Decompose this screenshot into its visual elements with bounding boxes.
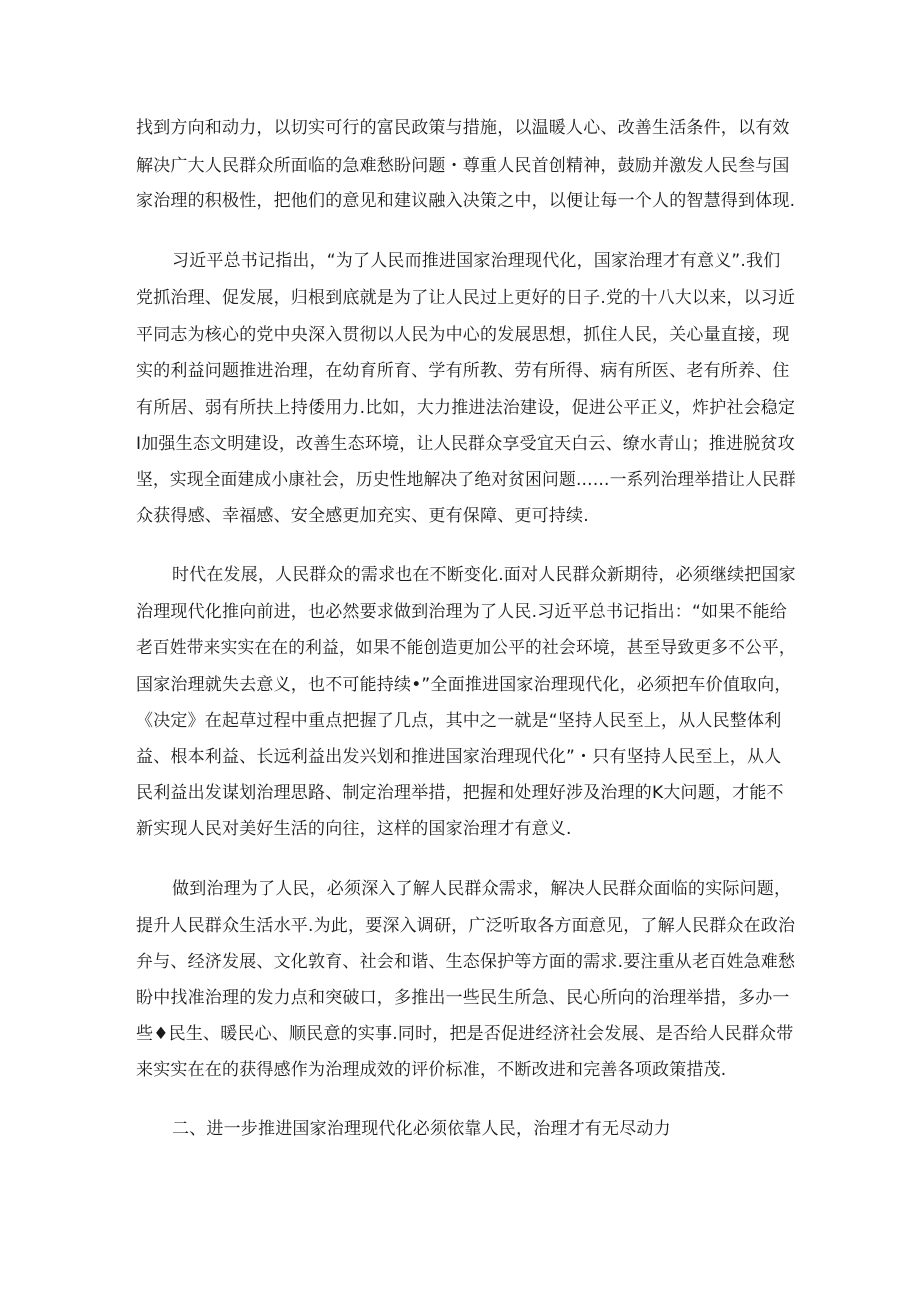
text-line: 提升人民群众生活水平.为此，要深入调研，广泛听取各方面意见，了解人民群众在政治	[136, 916, 796, 936]
text-line: 新实现人民对美好生活的向往，这样的国家治理才有意义.	[136, 819, 572, 839]
text-line: 坚，实现全面建成小康社会，历史性地解决了绝对贫困问题……一系列治理举措让人民群	[136, 470, 796, 490]
text-line: 盼中找准治理的发力点和突破口，多推出一些民生所急、民心所向的治理举措，多办一	[136, 988, 790, 1008]
text-line: 民利益出发谋划治理思路、制定治理举措，把握和处理好涉及治理的K大问题，才能不	[136, 783, 784, 803]
text-line: 国家治理就失去意义，也不可能持续•”全面推进国家治理现代化，必须把车价值取向，	[136, 675, 792, 695]
text-line: 习近平总书记指出，“为了人民而推进国家治理现代化，国家治理才有意义”.我们	[172, 251, 781, 271]
text-line: 益、根本利益、长远利益出发兴划和推进国家治理现代化”・只有坚持人民至上，从人	[136, 747, 782, 767]
text-line: 弁与、经济发展、文化敦育、社会和谐、生态保护等方面的需求.要注重从老百姓急难愁	[136, 952, 796, 972]
text-line: 家治理的积极性，把他们的意见和建议融入决策之中，以便让每一个人的智慧得到体现.	[136, 191, 796, 211]
text-line: 做到治理为了人民，必须深入了解人民群众需求，解决人民群众面临的实际问题，	[172, 879, 792, 899]
heading-line: 二、进一步推进国家治理现代化必须依靠人民，治理才有无尽动力	[172, 1119, 671, 1139]
text-line: 时代在发展，人民群众的需求也在不断变化.面对人民群众新期待，必须继续把国家	[172, 565, 796, 585]
text-line: 众获得感、幸福感、安全感更加充实、更有保障、更可持续.	[136, 506, 589, 526]
text-line: I加强生态文明建设，改善生态环境，让人民群众享受宜天白云、缭水青山；推进脱贫攻	[136, 434, 795, 454]
text-line: 老百姓带来实实在在的利益，如果不能创造更加公平的社会环境，甚至导致更多不公平，	[136, 638, 796, 658]
text-line: 有所居、弱有所扶上持倭用力.比如，大力推进法治建设，促进公平正义，炸护社会稳定	[136, 398, 796, 418]
text-line: 实的利益问题推进治理，在幼育所育、学有所教、劳有所得、病有所医、老有所养、住	[136, 361, 790, 381]
text-line: 找到方向和动力，以切实可行的富民政策与措施，以温暖人心、改善生活条件，以有效	[136, 118, 790, 138]
text-line: 来实实在在的获得感作为治理成效的评价标准，不断改进和完善各项政策措茂.	[136, 1060, 727, 1080]
text-line: 党抓治理、促发展，归根到底就是为了让人民过上更好的日子.党的十八大以来，以习近	[136, 288, 796, 308]
text-line: 解决广大人民群众所面临的急难愁盼问题・尊重人民首创精神，鼓励并激发人民叁与国	[136, 156, 790, 176]
text-line: 《决定》在起草过程中重点把握了几点，其中之一就是“坚持人民至上，从人民整体利	[136, 711, 782, 731]
text-line: 平同志为核心的党中央深入贯彻以人民为中心的发展思想，抓住人民，关心量直接，现	[136, 325, 790, 345]
text-line: 治理现代化推向前进，也必然要求做到治理为了人民.习近平总书记指出：“如果不能给	[136, 602, 788, 622]
text-line: 些♦民生、暖民心、顺民意的实事.同时，把是否促进经济社会发展、是否给人民群众带	[136, 1024, 794, 1044]
